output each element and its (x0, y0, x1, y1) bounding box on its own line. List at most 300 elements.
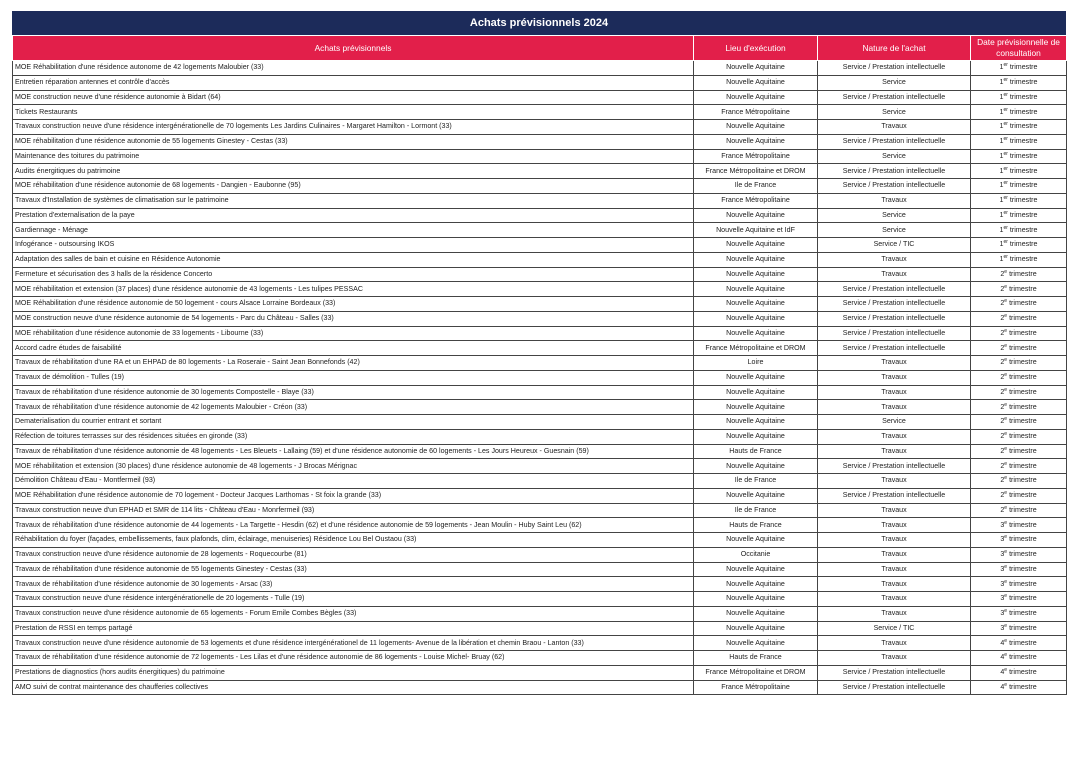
quarter-number: 2 (1000, 269, 1005, 278)
cell-achat: Travaux construction neuve d'une résidence autonomie de 28 logements - Roquecourbe (81) (13, 547, 694, 562)
table-row (13, 297, 1067, 312)
quarter-number: 4 (1000, 638, 1005, 647)
table-body (13, 61, 1067, 695)
quarter-label: trimestre (1009, 314, 1037, 323)
header-nature: Nature de l'achat (818, 36, 971, 61)
table-row (13, 179, 1067, 194)
quarter-number: 3 (1000, 520, 1005, 529)
cell-lieu: France Métropolitaine et DROM (694, 164, 818, 179)
quarter-number: 1 (999, 151, 1004, 160)
cell-achat: AMO suivi de contrat maintenance des chaufferies collectives (13, 680, 694, 695)
cell-achat: Travaux de réhabilitation d'une résidence autonomie de 55 logements Ginestey - Cestas (33) (13, 562, 694, 577)
cell-achat: MOE réhabilitation et extension (30 places) d'une résidence autonomie de 48 logements - J Brocas Mérignac (13, 459, 694, 474)
quarter-label: trimestre (1009, 653, 1037, 662)
cell-achat: Démolition Château d'Eau - Montfermeil (93) (13, 474, 694, 489)
quarter-label: trimestre (1009, 594, 1037, 603)
cell-nature: Service / Prestation intellectuelle (818, 459, 971, 474)
quarter-label: trimestre (1009, 107, 1038, 116)
cell-lieu: France Métropolitaine (694, 193, 818, 208)
table-row (13, 208, 1067, 223)
quarter-label: trimestre (1009, 240, 1038, 249)
quarter-label: trimestre (1009, 284, 1037, 293)
cell-date (971, 370, 1067, 385)
cell-achat: Travaux de réhabilitation d'une résidence autonomie de 72 logements - Les Lilas et d'une résidence autonomie de 86 logements - Louise Michel- Bruay (62) (13, 651, 694, 666)
cell-nature: Service / Prestation intellectuelle (818, 282, 971, 297)
cell-lieu: Nouvelle Aquitaine (694, 267, 818, 282)
quarter-label: trimestre (1009, 225, 1038, 234)
cell-date (971, 193, 1067, 208)
quarter-ordinal: e (1004, 681, 1008, 688)
cell-date (971, 238, 1067, 253)
quarter-ordinal: er (1003, 106, 1008, 113)
quarter-ordinal: e (1004, 357, 1008, 364)
purchase-table (12, 35, 1067, 695)
quarter-number: 2 (1000, 284, 1005, 293)
cell-nature: Service (818, 208, 971, 223)
cell-achat: Adaptation des salles de bain et cuisine en Résidence Autonomie (13, 252, 694, 267)
quarter-ordinal: er (1003, 62, 1008, 69)
cell-date (971, 533, 1067, 548)
quarter-number: 4 (1000, 668, 1005, 677)
cell-achat: Audits énergitiques du patrimoine (13, 164, 694, 179)
cell-date (971, 297, 1067, 312)
cell-nature: Travaux (818, 385, 971, 400)
cell-date (971, 90, 1067, 105)
cell-nature: Service / Prestation intellectuelle (818, 488, 971, 503)
quarter-ordinal: er (1003, 239, 1008, 246)
cell-lieu: Nouvelle Aquitaine (694, 208, 818, 223)
cell-nature: Service / Prestation intellectuelle (818, 90, 971, 105)
quarter-number: 3 (1000, 594, 1005, 603)
cell-lieu: Occitanie (694, 547, 818, 562)
cell-achat: MOE Réhabilitation d'une résidence autonome de 42 logements Maloubier (33) (13, 61, 694, 76)
cell-lieu: Nouvelle Aquitaine (694, 429, 818, 444)
quarter-number: 1 (999, 92, 1004, 101)
table-row (13, 385, 1067, 400)
cell-nature: Service / Prestation intellectuelle (818, 326, 971, 341)
cell-nature: Travaux (818, 252, 971, 267)
quarter-number: 4 (1000, 653, 1005, 662)
cell-date (971, 179, 1067, 194)
table-row (13, 621, 1067, 636)
quarter-number: 2 (1000, 432, 1005, 441)
cell-achat: MOE construction neuve d'une résidence autonomie à Bidart (64) (13, 90, 694, 105)
quarter-label: trimestre (1009, 520, 1037, 529)
table-row (13, 164, 1067, 179)
cell-lieu: Nouvelle Aquitaine et IdF (694, 223, 818, 238)
quarter-label: trimestre (1009, 432, 1037, 441)
cell-achat: MOE Réhabilitation d'une résidence autonomie de 50 logement - cours Alsace Lorraine Bordeaux (33) (13, 297, 694, 312)
quarter-label: trimestre (1009, 343, 1037, 352)
quarter-ordinal: er (1003, 91, 1008, 98)
cell-achat: MOE construction neuve d'une résidence autonomie de 54 logements - Parc du Château - Salles (33) (13, 311, 694, 326)
quarter-ordinal: e (1004, 637, 1008, 644)
quarter-ordinal: er (1003, 195, 1008, 202)
quarter-number: 1 (999, 240, 1004, 249)
cell-lieu: Nouvelle Aquitaine (694, 533, 818, 548)
cell-nature: Travaux (818, 120, 971, 135)
cell-date (971, 429, 1067, 444)
cell-lieu: Nouvelle Aquitaine (694, 282, 818, 297)
cell-date (971, 385, 1067, 400)
cell-achat: Accord cadre études de faisabilité (13, 341, 694, 356)
quarter-number: 2 (1000, 491, 1005, 500)
quarter-ordinal: e (1004, 327, 1008, 334)
quarter-ordinal: e (1004, 401, 1008, 408)
quarter-ordinal: e (1004, 460, 1008, 467)
quarter-ordinal: e (1004, 268, 1008, 275)
quarter-number: 2 (1000, 373, 1005, 382)
quarter-ordinal: e (1004, 519, 1008, 526)
table-row (13, 636, 1067, 651)
cell-nature: Service / Prestation intellectuelle (818, 164, 971, 179)
cell-lieu: Ile de France (694, 503, 818, 518)
cell-achat: Tickets Restaurants (13, 105, 694, 120)
quarter-label: trimestre (1009, 255, 1038, 264)
header-date: Date prévisionnelle de consultation (971, 36, 1067, 61)
table-row (13, 356, 1067, 371)
cell-nature: Travaux (818, 577, 971, 592)
cell-nature: Travaux (818, 547, 971, 562)
quarter-ordinal: e (1004, 667, 1008, 674)
quarter-label: trimestre (1009, 623, 1037, 632)
table-row (13, 193, 1067, 208)
cell-lieu: Nouvelle Aquitaine (694, 459, 818, 474)
cell-lieu: Nouvelle Aquitaine (694, 577, 818, 592)
cell-nature: Service / Prestation intellectuelle (818, 61, 971, 76)
quarter-number: 4 (1000, 682, 1005, 691)
quarter-number: 1 (999, 78, 1004, 87)
cell-date (971, 680, 1067, 695)
table-row (13, 223, 1067, 238)
table-row (13, 267, 1067, 282)
quarter-ordinal: e (1004, 504, 1008, 511)
cell-achat: MOE réhabilitation et extension (37 places) d'une résidence autonomie de 43 logements - Les tulipes PESSAC (13, 282, 694, 297)
quarter-number: 2 (1000, 505, 1005, 514)
table-row (13, 577, 1067, 592)
quarter-number: 1 (999, 181, 1004, 190)
quarter-label: trimestre (1009, 564, 1037, 573)
quarter-ordinal: e (1004, 593, 1008, 600)
quarter-number: 1 (999, 210, 1004, 219)
cell-date (971, 164, 1067, 179)
quarter-label: trimestre (1009, 491, 1037, 500)
quarter-ordinal: er (1003, 180, 1008, 187)
table-row (13, 665, 1067, 680)
cell-achat: Maintenance des toitures du patrimoine (13, 149, 694, 164)
cell-date (971, 267, 1067, 282)
quarter-number: 2 (1000, 358, 1005, 367)
quarter-ordinal: er (1003, 165, 1008, 172)
quarter-label: trimestre (1009, 638, 1037, 647)
cell-achat: MOE réhabilitation d'une résidence autonomie de 68 logements - Dangien - Eaubonne (95) (13, 179, 694, 194)
quarter-label: trimestre (1009, 166, 1038, 175)
cell-date (971, 444, 1067, 459)
sheet-title: Achats prévisionnels 2024 (12, 11, 1066, 35)
quarter-ordinal: e (1004, 298, 1008, 305)
quarter-ordinal: er (1003, 254, 1008, 261)
cell-achat: Prestations de diagnostics (hors audits énergitiques) du patrimoine (13, 665, 694, 680)
cell-lieu: Nouvelle Aquitaine (694, 606, 818, 621)
cell-achat: Dematerialisation du courrier entrant et sortant (13, 415, 694, 430)
table-row (13, 503, 1067, 518)
cell-lieu: Nouvelle Aquitaine (694, 621, 818, 636)
quarter-number: 1 (999, 255, 1004, 264)
cell-achat: Travaux de réhabilitation d'une résidence autonomie de 48 logements - Les Bleuets - Lallaing (59) et d'une résidence autonomie de 60 logements - Les Jours Heureux - Guesnain (59) (13, 444, 694, 459)
cell-lieu: France Métropolitaine (694, 105, 818, 120)
cell-date (971, 621, 1067, 636)
table-row (13, 75, 1067, 90)
quarter-number: 3 (1000, 609, 1005, 618)
quarter-ordinal: e (1004, 475, 1008, 482)
cell-date (971, 75, 1067, 90)
quarter-label: trimestre (1009, 402, 1037, 411)
quarter-ordinal: er (1003, 136, 1008, 143)
cell-nature: Service / Prestation intellectuelle (818, 665, 971, 680)
quarter-label: trimestre (1009, 476, 1037, 485)
quarter-number: 3 (1000, 535, 1005, 544)
purchase-plan-sheet (12, 11, 1066, 695)
cell-nature: Service (818, 223, 971, 238)
quarter-label: trimestre (1009, 299, 1037, 308)
cell-lieu: Nouvelle Aquitaine (694, 415, 818, 430)
table-row (13, 444, 1067, 459)
cell-nature: Travaux (818, 592, 971, 607)
quarter-label: trimestre (1009, 269, 1037, 278)
quarter-ordinal: e (1004, 608, 1008, 615)
cell-lieu: Hauts de France (694, 518, 818, 533)
cell-lieu: Hauts de France (694, 444, 818, 459)
quarter-ordinal: er (1003, 224, 1008, 231)
cell-lieu: Nouvelle Aquitaine (694, 488, 818, 503)
cell-nature: Travaux (818, 267, 971, 282)
quarter-ordinal: e (1004, 416, 1008, 423)
quarter-number: 2 (1000, 299, 1005, 308)
cell-date (971, 105, 1067, 120)
cell-date (971, 562, 1067, 577)
cell-nature: Travaux (818, 356, 971, 371)
quarter-number: 2 (1000, 461, 1005, 470)
table-row (13, 341, 1067, 356)
cell-nature: Service (818, 415, 971, 430)
quarter-number: 2 (1000, 314, 1005, 323)
quarter-label: trimestre (1009, 181, 1038, 190)
quarter-ordinal: er (1003, 121, 1008, 128)
cell-achat: Travaux construction neuve d'une résidence autonomie de 53 logements et d'une résidence intergénérationel de 11 logements- Avenue de la libération et chemin Braou - Lanton (33) (13, 636, 694, 651)
quarter-label: trimestre (1009, 682, 1037, 691)
cell-lieu: Nouvelle Aquitaine (694, 326, 818, 341)
quarter-label: trimestre (1009, 78, 1038, 87)
quarter-label: trimestre (1009, 550, 1037, 559)
quarter-number: 1 (999, 63, 1004, 72)
cell-date (971, 149, 1067, 164)
table-row (13, 61, 1067, 76)
cell-date (971, 326, 1067, 341)
quarter-number: 2 (1000, 446, 1005, 455)
quarter-ordinal: e (1004, 372, 1008, 379)
quarter-ordinal: e (1004, 445, 1008, 452)
cell-achat: Travaux construction neuve d'un EPHAD et SMR de 114 lits - Château d'Eau - Monrfermeil (93) (13, 503, 694, 518)
cell-nature: Travaux (818, 518, 971, 533)
cell-lieu: France Métropolitaine et DROM (694, 665, 818, 680)
quarter-number: 1 (999, 225, 1004, 234)
cell-nature: Service / Prestation intellectuelle (818, 179, 971, 194)
cell-date (971, 606, 1067, 621)
cell-nature: Service / Prestation intellectuelle (818, 680, 971, 695)
quarter-number: 3 (1000, 623, 1005, 632)
quarter-ordinal: e (1004, 342, 1008, 349)
cell-lieu: Nouvelle Aquitaine (694, 252, 818, 267)
table-row (13, 370, 1067, 385)
cell-lieu: Nouvelle Aquitaine (694, 636, 818, 651)
cell-nature: Travaux (818, 474, 971, 489)
table-row (13, 400, 1067, 415)
cell-nature: Service / Prestation intellectuelle (818, 341, 971, 356)
cell-lieu: Ile de France (694, 179, 818, 194)
cell-lieu: Nouvelle Aquitaine (694, 400, 818, 415)
cell-lieu: Nouvelle Aquitaine (694, 385, 818, 400)
table-row (13, 651, 1067, 666)
cell-date (971, 61, 1067, 76)
cell-lieu: France Métropolitaine (694, 680, 818, 695)
cell-nature: Service (818, 75, 971, 90)
quarter-label: trimestre (1009, 196, 1038, 205)
quarter-ordinal: er (1003, 209, 1008, 216)
cell-nature: Travaux (818, 193, 971, 208)
table-row (13, 547, 1067, 562)
cell-achat: MOE réhabilitation d'une résidence autonomie de 55 logements Ginestey - Cestas (33) (13, 134, 694, 149)
quarter-label: trimestre (1009, 535, 1037, 544)
quarter-label: trimestre (1009, 446, 1037, 455)
cell-date (971, 415, 1067, 430)
cell-achat: Travaux de réhabilitation d'une résidence autonomie de 30 logements - Arsac (33) (13, 577, 694, 592)
table-row (13, 311, 1067, 326)
cell-nature: Travaux (818, 444, 971, 459)
header-lieu: Lieu d'exécution (694, 36, 818, 61)
cell-lieu: Nouvelle Aquitaine (694, 90, 818, 105)
cell-lieu: France Métropolitaine et DROM (694, 341, 818, 356)
quarter-ordinal: e (1004, 534, 1008, 541)
cell-date (971, 474, 1067, 489)
cell-nature: Service / TIC (818, 238, 971, 253)
header-row (13, 36, 1067, 61)
quarter-ordinal: e (1004, 313, 1008, 320)
cell-lieu: Nouvelle Aquitaine (694, 311, 818, 326)
quarter-ordinal: e (1004, 652, 1008, 659)
quarter-label: trimestre (1009, 358, 1037, 367)
cell-nature: Service / TIC (818, 621, 971, 636)
table-row (13, 238, 1067, 253)
cell-nature: Service (818, 149, 971, 164)
table-row (13, 282, 1067, 297)
quarter-label: trimestre (1009, 151, 1038, 160)
quarter-number: 2 (1000, 328, 1005, 337)
cell-date (971, 547, 1067, 562)
cell-nature: Travaux (818, 606, 971, 621)
cell-achat: Prestation de RSSI en temps partagé (13, 621, 694, 636)
cell-achat: Réhabilitation du foyer (façades, embellissements, faux plafonds, clim, éclairage, menuiseries) Résidence Lou Bel Oustaou (33) (13, 533, 694, 548)
quarter-number: 1 (999, 196, 1004, 205)
cell-nature: Travaux (818, 370, 971, 385)
table-row (13, 680, 1067, 695)
table-row (13, 459, 1067, 474)
cell-lieu: Nouvelle Aquitaine (694, 562, 818, 577)
quarter-label: trimestre (1009, 137, 1038, 146)
cell-date (971, 400, 1067, 415)
cell-date (971, 356, 1067, 371)
cell-lieu: Nouvelle Aquitaine (694, 370, 818, 385)
quarter-number: 2 (1000, 476, 1005, 485)
cell-achat: Travaux de démolition - Tulles (19) (13, 370, 694, 385)
quarter-ordinal: e (1004, 578, 1008, 585)
cell-nature: Travaux (818, 636, 971, 651)
quarter-number: 2 (1000, 387, 1005, 396)
quarter-label: trimestre (1009, 373, 1037, 382)
quarter-ordinal: e (1004, 386, 1008, 393)
quarter-label: trimestre (1009, 609, 1037, 618)
cell-date (971, 341, 1067, 356)
quarter-ordinal: e (1004, 283, 1008, 290)
cell-achat: Travaux construction neuve d'une résidence autonomie de 65 logements - Forum Emile Combes Bègles (33) (13, 606, 694, 621)
cell-date (971, 488, 1067, 503)
quarter-label: trimestre (1009, 461, 1037, 470)
cell-achat: Travaux de réhabilitation d'une résidence autonomie de 42 logements Maloubier - Créon (33) (13, 400, 694, 415)
quarter-label: trimestre (1009, 505, 1037, 514)
cell-achat: Travaux construction neuve d'une résidence intergénérationelle de 20 logements - Tulle (19) (13, 592, 694, 607)
quarter-ordinal: e (1004, 431, 1008, 438)
table-row (13, 606, 1067, 621)
cell-nature: Travaux (818, 400, 971, 415)
quarter-ordinal: e (1004, 490, 1008, 497)
cell-achat: Prestation d'externalisation de la paye (13, 208, 694, 223)
cell-lieu: Hauts de France (694, 651, 818, 666)
table-row (13, 415, 1067, 430)
quarter-label: trimestre (1009, 387, 1037, 396)
cell-achat: Réfection de toitures terrasses sur des résidences situées en gironde (33) (13, 429, 694, 444)
cell-nature: Travaux (818, 503, 971, 518)
cell-date (971, 459, 1067, 474)
cell-date (971, 503, 1067, 518)
cell-achat: Gardiennage - Ménage (13, 223, 694, 238)
table-row (13, 90, 1067, 105)
quarter-label: trimestre (1009, 668, 1037, 677)
cell-lieu: Loire (694, 356, 818, 371)
cell-lieu: Nouvelle Aquitaine (694, 120, 818, 135)
table-row (13, 326, 1067, 341)
quarter-label: trimestre (1009, 122, 1038, 131)
cell-achat: Travaux de réhabilitation d'une résidence autonomie de 44 logements - La Targette - Hesdin (62) et d'une résidence autonomie de 59 logements - Jean Moulin - Huby Saint Leu (62) (13, 518, 694, 533)
cell-date (971, 577, 1067, 592)
cell-date (971, 311, 1067, 326)
table-row (13, 429, 1067, 444)
cell-date (971, 252, 1067, 267)
cell-nature: Service / Prestation intellectuelle (818, 134, 971, 149)
quarter-number: 1 (999, 122, 1004, 131)
cell-achat: MOE Réhabilitation d'une résidence autonomie de 70 logement - Docteur Jacques Larthomas - St foix la grande (33) (13, 488, 694, 503)
cell-lieu: Nouvelle Aquitaine (694, 61, 818, 76)
quarter-label: trimestre (1009, 328, 1037, 337)
quarter-number: 2 (1000, 417, 1005, 426)
cell-achat: Entretien réparation antennes et contrôle d'accès (13, 75, 694, 90)
cell-date (971, 636, 1067, 651)
table-row (13, 592, 1067, 607)
table-row (13, 120, 1067, 135)
quarter-label: trimestre (1009, 579, 1037, 588)
table-row (13, 149, 1067, 164)
cell-date (971, 592, 1067, 607)
quarter-label: trimestre (1009, 92, 1038, 101)
quarter-ordinal: er (1003, 77, 1008, 84)
